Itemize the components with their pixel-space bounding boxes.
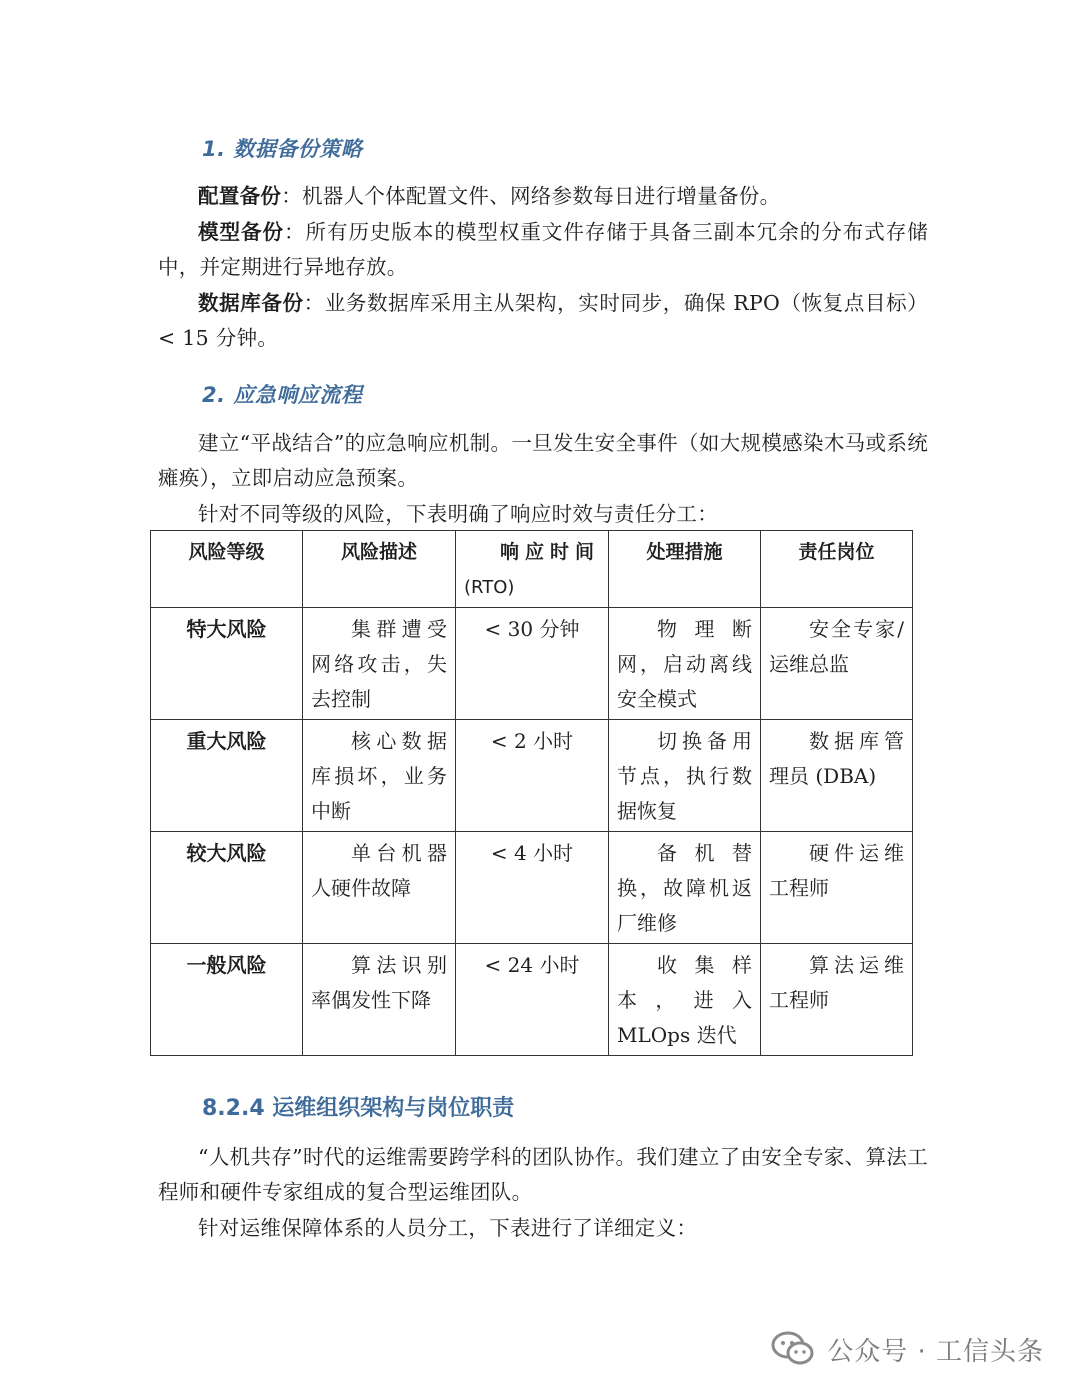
text-database-backup: ：业务数据库采用主从架构，实时同步，确保 RPO（恢复点目标）< 15 分钟。 <box>158 291 929 350</box>
cell-risk-description: 核心数据库损坏，业务中断 <box>303 720 456 832</box>
watermark <box>771 1330 1044 1368</box>
heading-ops-organization: 8.2.4 运维组织架构与岗位职责 <box>202 1096 515 1121</box>
heading-emergency-response: 2. 应急响应流程 <box>202 383 363 407</box>
risk-response-table <box>150 530 913 1056</box>
cell-risk-description: 单台机器人硬件故障 <box>303 832 456 944</box>
wechat-icon <box>771 1330 815 1368</box>
text-config-backup: ：机器人个体配置文件、网络参数每日进行增量备份。 <box>281 184 781 208</box>
paragraph-emergency-mechanism: 建立“平战结合”的应急响应机制。一旦发生安全事件（如大规模感染木马或系统瘫痪），立即启动应急预案。 <box>158 431 928 490</box>
paragraph-table-intro: 针对不同等级的风险，下表明确了响应时效与责任分工： <box>198 502 718 526</box>
header-response-time <box>456 531 609 608</box>
cell-responsible-role: 算法运维工程师 <box>761 944 913 1056</box>
cell-responsible-role: 硬件运维工程师 <box>761 832 913 944</box>
header-risk-level: 风险等级 <box>151 531 303 608</box>
table-row <box>151 608 913 720</box>
cell-risk-level: 重大风险 <box>151 720 303 832</box>
cell-response-time: < 30 分钟 <box>456 608 609 720</box>
heading-backup-strategy: 1. 数据备份策略 <box>202 137 363 161</box>
header-measures: 处理措施 <box>609 531 761 608</box>
label-config-backup: 配置备份 <box>198 184 282 208</box>
table-row <box>151 832 913 944</box>
cell-risk-description: 集群遭受网络攻击，失去控制 <box>303 608 456 720</box>
header-responsible-role: 责任岗位 <box>761 531 913 608</box>
cell-responsible-role: 数据库管理员 (DBA) <box>761 720 913 832</box>
label-model-backup: 模型备份 <box>198 220 284 244</box>
cell-response-time: < 4 小时 <box>456 832 609 944</box>
paragraph-database-backup <box>158 286 928 356</box>
cell-response-time: < 2 小时 <box>456 720 609 832</box>
cell-measures: 切换备用节点，执行数据恢复 <box>609 720 761 832</box>
header-risk-description: 风险描述 <box>303 531 456 608</box>
cell-risk-level: 较大风险 <box>151 832 303 944</box>
header-response-time-label: 响应时间 <box>499 541 600 563</box>
cell-measures: 收集样本，进入 MLOps 迭代 <box>609 944 761 1056</box>
table-row <box>151 944 913 1056</box>
cell-risk-level: 特大风险 <box>151 608 303 720</box>
table-row <box>151 720 913 832</box>
text-model-backup: ：所有历史版本的模型权重文件存储于具备三副本冗余的分布式存储中，并定期进行异地存放。 <box>158 220 929 279</box>
header-response-time-rto: (RTO) <box>464 577 515 598</box>
paragraph-ops-team: “人机共存”时代的运维需要跨学科的团队协作。我们建立了由安全专家、算法工程师和硬件专家组成的复合型运维团队。 <box>158 1145 928 1204</box>
paragraph-ops-table-intro: 针对运维保障体系的人员分工，下表进行了详细定义： <box>198 1216 698 1240</box>
paragraph-model-backup <box>158 215 928 285</box>
table-header-row <box>151 531 913 608</box>
cell-measures: 备机替换，故障机返厂维修 <box>609 832 761 944</box>
cell-risk-level: 一般风险 <box>151 944 303 1056</box>
label-database-backup: 数据库备份 <box>198 291 304 315</box>
watermark-text: 公众号 · 工信头条 <box>827 1336 1044 1367</box>
cell-response-time: < 24 小时 <box>456 944 609 1056</box>
paragraph-config-backup <box>158 179 928 214</box>
cell-risk-description: 算法识别率偶发性下降 <box>303 944 456 1056</box>
cell-responsible-role: 安全专家/运维总监 <box>761 608 913 720</box>
cell-measures: 物理断网，启动离线安全模式 <box>609 608 761 720</box>
